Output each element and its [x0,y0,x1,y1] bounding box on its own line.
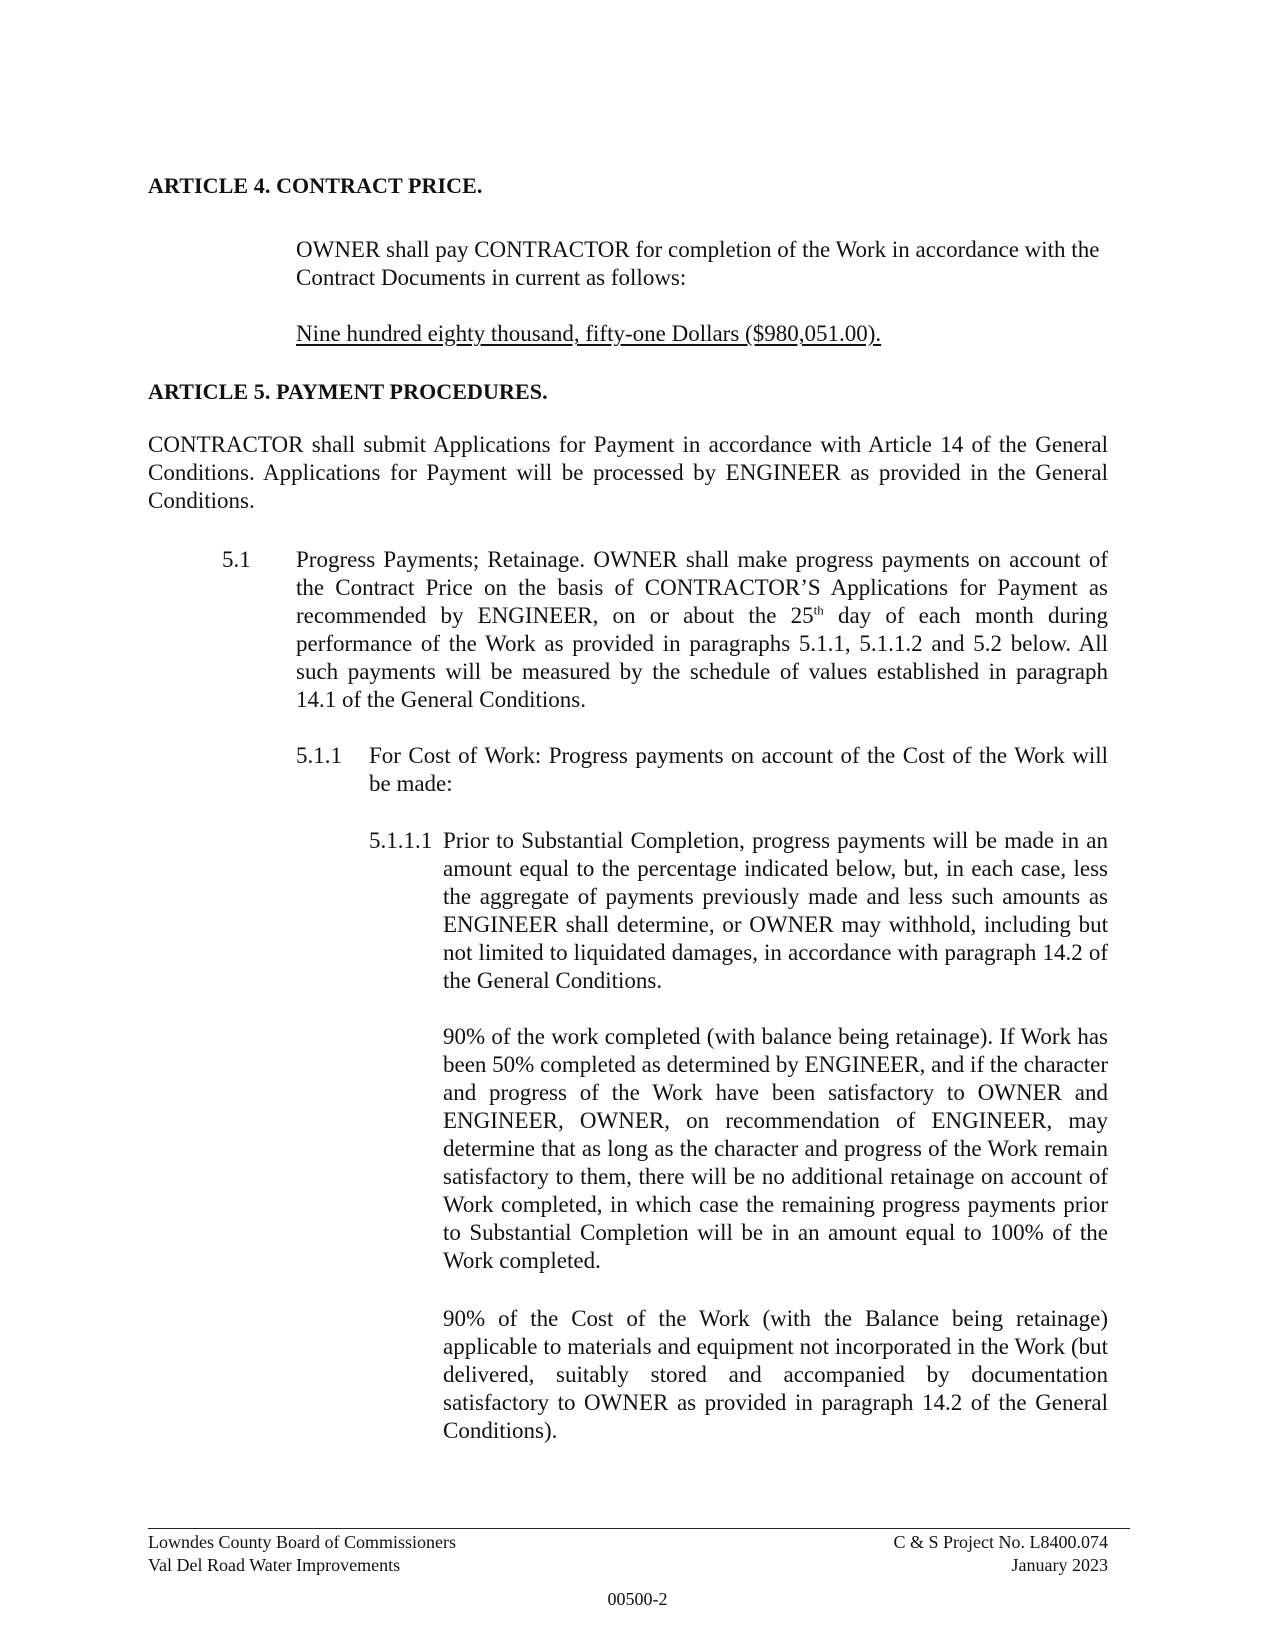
section-5-1-1-1-number: 5.1.1.1 [369,828,433,853]
footer-right [894,1531,1109,1577]
section-5-1-text-part2: day of each month during performance of the Work as provided in paragraphs 5.1.1, 5.1.1.2 and 5.2 below. All such payments will be measured by the schedule of values established in paragraph 14.1 of the General Conditions. [296,603,1108,712]
retainage-paragraph: 90% of the work completed (with balance being retainage). If Work has been 50% completed as determined by ENGINEER, and if the character and progress of the Work have been satisfactory to OWNER and ENGINEER, OWNER, on recommendation of ENGINEER, may determine that as long as the character and progress of the Work remain satisfactory to them, there will be no additional retainage on account of Work completed, in which case the remaining progress payments prior to Substantial Completion will be in an amount equal to 100% of the Work completed. [443,1024,1108,1273]
contract-price-amount: Nine hundred eighty thousand, fifty-one Dollars ($980,051.00). [296,321,882,346]
footer-rule [148,1528,1130,1529]
section-5-1-1-1-text: Prior to Substantial Completion, progress payments will be made in an amount equal to the percentage indicated below, but, in each case, less the aggregate of payments previously made and less such amounts as ENGINEER shall determine, or OWNER may withhold, including but not limited to liquidated damages, in accordance with paragraph 14.2 of the General Conditions. [443,828,1108,993]
article-5-heading: ARTICLE 5. PAYMENT PROCEDURES. [148,379,548,404]
footer-project-number: C & S Project No. L8400.074 [893,1532,1108,1552]
article-4-heading: ARTICLE 4. CONTRACT PRICE. [148,173,483,198]
page-number: 00500-2 [607,1589,668,1609]
materials-paragraph: 90% of the Cost of the Work (with the Balance being retainage) applicable to materials and equipment not incorporated in the Work (but delivered, suitably stored and accompanied by documentation satisfactory to OWNER as provided in paragraph 14.2 of the General Conditions). [443,1306,1108,1443]
section-5-1-text-part1: Progress Payments; Retainage. OWNER shall make progress payments on account of the Contract Price on the basis of CONTRACTOR’S Applications for Payment as recommended by ENGINEER, on or about the 25 [296,547,1108,628]
article-4-text: OWNER shall pay CONTRACTOR for completion of the Work in accordance with the Contract Documents in current as follows: [296,237,1100,290]
section-5-1-1-text: For Cost of Work: Progress payments on account of the Cost of the Work will be made: [369,743,1108,796]
footer-project-name: Val Del Road Water Improvements [148,1555,401,1575]
footer-owner: Lowndes County Board of Commissioners [148,1532,456,1552]
section-5-1-number: 5.1 [222,547,251,572]
ordinal-superscript: th [813,602,824,618]
section-5-1-text [296,546,1108,714]
footer-date: January 2023 [1011,1555,1108,1575]
section-5-1-1-number: 5.1.1 [296,743,342,768]
footer-left [148,1531,456,1577]
article-5-intro: CONTRACTOR shall submit Applications for Payment in accordance with Article 14 of the General Conditions. Applications for Payment will be processed by ENGINEER as provided in the General Conditions. [148,432,1108,513]
